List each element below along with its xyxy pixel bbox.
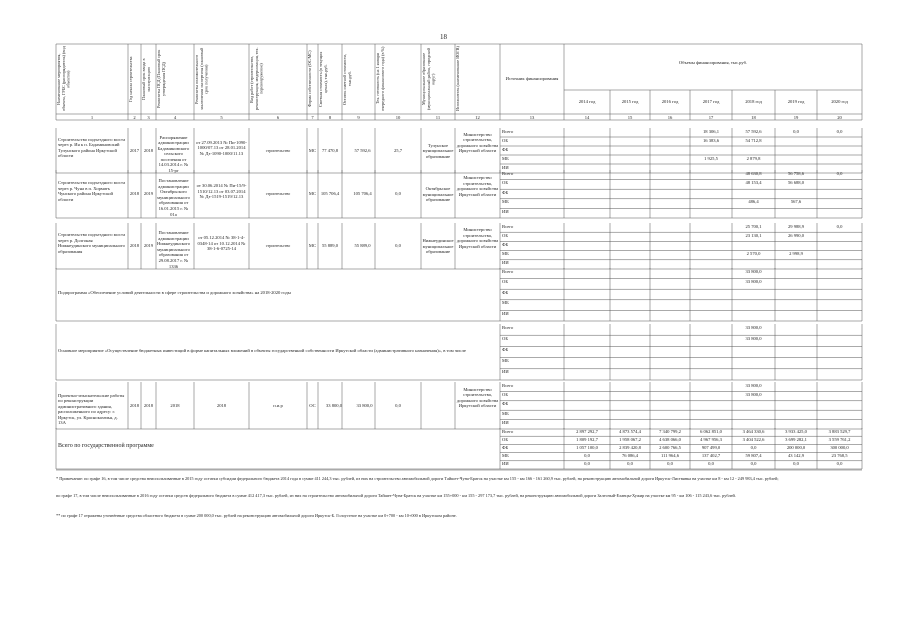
source-label: Всего [502, 223, 514, 229]
subprogram-name: Подпрограмма «Обеспечение условий деятельности в сфере строительства и дорожного хозяйства» на 2018-2020 годы [58, 290, 291, 296]
value-cell: 76 086,4 [621, 453, 639, 459]
value-cell: 48 630,8 [745, 170, 762, 176]
source-label: МБ [502, 358, 509, 364]
value-cell: 4 638 066,0 [659, 436, 681, 442]
value-cell: 26 990,0 [787, 232, 805, 238]
header-cell: Наименование мероприятия, объекта, ГРБС (распорядитель) (вид объектов) [56, 46, 71, 112]
value-cell: 0,0 [584, 461, 590, 467]
source-label: ИИ [502, 260, 509, 266]
column-number: 10 [395, 114, 401, 120]
executor: Министерство строительства, дорожного хозяйства Иркутской области [456, 131, 499, 154]
main-event-name: Основное мероприятие «Осуществление бюджетных инвестиций в форме капитальных вложений в объекты государственной собственности Иркутской области (административного назначения)», в том числе [58, 347, 466, 353]
header-cell: Муниципальное образование (муниципальный район, городской округ) [421, 47, 436, 111]
readiness: 0,0 [395, 243, 401, 248]
total-name: Всего по государственной программе [58, 443, 154, 450]
remaining-cost: 33 800,0 [356, 402, 373, 408]
source-label: МБ [502, 300, 509, 306]
readiness: 0,0 [395, 402, 401, 408]
source-label: ФБ [502, 189, 509, 195]
column-number: 5 [220, 114, 223, 120]
year-header: 2015 год [621, 99, 639, 104]
value-cell: 0,0 [750, 461, 757, 467]
value-cell: 23 130,1 [745, 232, 762, 238]
remaining-cost: 55 889,0 [354, 243, 371, 248]
work-type: строительство [265, 243, 291, 248]
psd-details: Распоряжение администрации Бадаминовского сельского поселения от 14.03.2014 г. № 15-рг [157, 134, 190, 174]
start-year: 2018 [129, 402, 140, 408]
readiness: 0,0 [395, 191, 401, 196]
value-cell: 4 967 956,3 [700, 436, 722, 442]
header-cell: Реквизиты ПСД (Плановый срок утверждения ПСД) [156, 49, 166, 109]
end-year: 2018 [143, 147, 154, 153]
municipality: Нижнеудинское муниципальное образование [422, 238, 454, 255]
year-header: 2014 год [578, 99, 596, 104]
source-label: ФБ [502, 146, 509, 152]
column-number: 7 [311, 114, 314, 120]
municipality: Октябрьское муниципальное образование [422, 186, 454, 203]
source-label: МБ [502, 453, 509, 459]
value-cell: 23 768,5 [831, 453, 848, 459]
value-cell: 907 499,0 [701, 444, 721, 450]
value-cell: 3 404 522,6 [742, 436, 765, 442]
end-year: 2019 [143, 243, 154, 248]
value-cell: 33 800,0 [745, 382, 762, 388]
value-cell: 200 000,0 [786, 444, 806, 450]
column-number: 12 [475, 114, 480, 120]
source-label: ОБ [502, 180, 508, 186]
value-cell: 2 897 292,7 [576, 428, 598, 434]
footnote-1: * Примечание: по графе 16, в том числе средства неиспользованные в 2015 году остатки субсидии федерального бюджета 2014 года в сумме 411 244,3 тыс. рублей, из них на строительство автомобильной дороги Тайшет-Чуна-Братск на участке км 155 - км 166 - 161 260,9 тыс. рублей, на реконструкцию автомобильной дороги Иркутск-Листвянка на участке км 8 - км 12 - 249 983,4 тыс. рублей; [56, 476, 779, 481]
expertise-details: от 30.06.2014 № Пи-15/9-1510/12.13 от 03.07.2014 № Дз-1519-1519/12.13 [196, 183, 247, 200]
remaining-cost: 105 706,4 [353, 191, 372, 196]
column-number: 18 [751, 114, 756, 120]
psd-details: 2018 [170, 402, 180, 408]
footnote-3: ** по графе 17 отражены уточнённые средства областного бюджета в сумме 200 000,0 тыс. рублей на реконструкцию автомобильной дороги Иркутск-Б. Голоустное на участке км 0+700 - км 10+000 в Иркутском районе. [56, 513, 457, 518]
page-number: 18 [440, 33, 447, 41]
column-number: 15 [627, 114, 633, 120]
value-cell: 0,0 [836, 461, 843, 467]
value-cell: 33 800,0 [745, 391, 762, 397]
column-number: 4 [173, 114, 177, 120]
object-name: Строительство подъездного моста через р. Долгоная Нижнеудинского муниципального образования [58, 232, 126, 254]
column-number: 17 [708, 114, 714, 120]
value-cell: 2 570,0 [746, 251, 761, 257]
value-cell: 0,0 [750, 444, 757, 450]
value-cell: 3 559 761,2 [828, 436, 851, 442]
year-header: 2016 год [661, 99, 679, 104]
value-cell: 1 809 192,7 [576, 436, 598, 442]
value-cell: 567,6 [790, 199, 802, 205]
column-number: 2 [133, 114, 136, 120]
source-label: ИИ [502, 420, 509, 426]
value-cell: 43 142,9 [787, 453, 805, 459]
value-cell: 48 153,4 [745, 180, 762, 186]
value-cell: 2 998,9 [789, 251, 803, 257]
ownership: МС [308, 147, 317, 153]
value-cell: 7 340 799,2 [659, 428, 681, 434]
column-number: 8 [328, 114, 332, 120]
column-number: 16 [667, 114, 673, 120]
source-label: МБ [502, 251, 509, 257]
source-label: ОБ [502, 335, 508, 341]
column-number: 3 [147, 114, 150, 120]
value-cell: 2 600 766,5 [659, 444, 681, 450]
value-cell: 57 592,6 [745, 128, 762, 134]
source-label: ОБ [502, 232, 508, 238]
header-cell: Реквизиты положительного заключения экспертизы (плановый срок получения) [194, 47, 209, 111]
value-cell: 3 933 425,0 [785, 428, 807, 434]
header-cell: Сметная стоимость (в текущих ценах), тыс.руб. [318, 51, 328, 107]
value-cell: 0,0 [667, 461, 673, 467]
expertise-details: от 27.09.2013 № Пи-1090-1000/07.13 от 28.01.2014 № Дз-1090-1000/11.13 [196, 139, 247, 156]
source-label: ИИ [502, 310, 509, 316]
value-cell: 2 879,8 [746, 155, 761, 161]
source-label: ИИ [502, 369, 509, 375]
start-year: 2017 [129, 147, 140, 153]
header-cell: Объемы финансирования, тыс.руб. [678, 60, 748, 65]
executor: Министерство строительства, дорожного хозяйства Иркутской области [456, 175, 499, 197]
estimated-cost: 105 706,4 [320, 191, 340, 196]
source-label: Всего [502, 170, 514, 176]
value-cell: 0,0 [793, 461, 799, 467]
executor: Министерство строительства, дорожного хозяйства Иркутской области [456, 227, 499, 249]
value-cell: 18 306,1 [702, 128, 720, 134]
source-label: ФБ [502, 346, 509, 352]
value-cell: 2 839 420,8 [619, 444, 641, 450]
start-year: 2018 [129, 243, 140, 248]
year-header: 2020 год [831, 99, 848, 104]
source-label: Всего [502, 382, 514, 388]
column-number: 1 [90, 114, 94, 120]
value-cell: 56 758,6 [787, 170, 805, 176]
year-header: 2018 год [745, 99, 762, 104]
source-label: ОБ [502, 279, 508, 285]
column-number: 19 [793, 114, 799, 120]
header-cell: Тех. готовность (на 1 января очередного финансового года) (в %) [375, 46, 385, 112]
psd-details: Постановление администрации Октябрьского муниципального образования от 16.01.2015 г. № 01а [157, 178, 190, 217]
source-label: ОБ [502, 391, 508, 397]
source-label: ФБ [502, 289, 509, 295]
source-label: Всего [502, 268, 514, 274]
source-label: МБ [502, 155, 509, 161]
end-year: 2018 [143, 402, 154, 408]
source-label: МБ [502, 410, 509, 416]
work-type: строительство [265, 147, 291, 153]
source-label: ФБ [502, 444, 509, 450]
year-header: 2019 год [787, 99, 805, 104]
value-cell: 0,0 [584, 453, 590, 459]
footnote-2: по графе 17, в том числе неиспользованные в 2016 году остатки средств федерального бюджета в сумме 412 417,3 тыс. рублей, из них на строительство автомобильной дороги Тайшет-Чуна-Братск на участке км 155+000 - км 155 - 297 173,7 тыс. рублей, на реконструкцию автомобильной дороги Залесный-Еланцы-Хужир на участке км 95 - км 106 - 115 243,6 тыс. рублей. [56, 493, 736, 498]
column-number: 11 [435, 114, 441, 120]
work-type: строительство [265, 191, 291, 196]
value-cell: 0,0 [836, 170, 843, 176]
year-header: 2017 год [702, 99, 720, 104]
header-cell: Вид работ (строительство, реконструкция, модернизация, тех. перевооружение) [249, 47, 264, 111]
expertise-details: от 05.12.2014 № 38-1-4-0348-14 от 10.12.2014 № 38-1-6-0725-14 [197, 235, 246, 252]
value-cell: 0,0 [793, 128, 799, 134]
ownership: ОС [309, 402, 316, 408]
source-label: ОБ [502, 137, 508, 143]
municipality: Тулунское муниципальное образование [422, 142, 454, 159]
start-year: 2018 [129, 191, 140, 196]
end-year: 2019 [143, 191, 154, 196]
column-number: 14 [584, 114, 590, 120]
estimated-cost: 77 470,8 [321, 147, 339, 153]
source-label: ИИ [502, 164, 509, 170]
object-name: Проектно-изыскательские работы по реконструкции административного здания, расположенного по адресу: г. Иркутск, ул. Красноказачья, д. 13А [58, 392, 125, 426]
source-label: МБ [502, 199, 509, 205]
object-name: Строительство подъездного моста через р. Ия к п. Бадаминовский Тулунского района Иркутской области [58, 136, 126, 159]
source-label: ОБ [502, 436, 508, 442]
value-cell: 486,4 [748, 199, 759, 205]
source-label: ИИ [502, 461, 509, 467]
value-cell: 29 988,9 [787, 223, 805, 229]
source-label: ФБ [502, 241, 509, 247]
value-cell: 3 699 282,1 [785, 436, 807, 442]
value-cell: 33 800,0 [745, 324, 762, 330]
value-cell: 33 800,0 [745, 268, 762, 274]
header-cell: Источник финансирования [505, 76, 559, 81]
remaining-cost: 57 592,6 [354, 147, 371, 153]
value-cell: 16 383,6 [702, 137, 720, 143]
value-cell: 1 057 100,0 [576, 444, 598, 450]
value-cell: 1 925,5 [704, 155, 718, 161]
header-cell: Год начала строительства [128, 56, 133, 102]
object-name: Строительство подъездного моста через р. Чуна в п. Хорматъ Чунского района Иркутской области [58, 180, 126, 202]
value-cell: 0,0 [627, 461, 633, 467]
estimated-cost: 33 800,0 [325, 402, 343, 408]
value-cell: 4 873 574,4 [619, 428, 641, 434]
psd-details: Постановление администрации Нижнеудинского муниципального образования от 29.08.2017 г. № 1336 [157, 230, 190, 269]
value-cell: 3 883 529,7 [828, 428, 851, 434]
source-label: ИИ [502, 208, 509, 214]
value-cell: 33 800,0 [745, 279, 762, 285]
value-cell: 59 807,4 [745, 453, 762, 459]
source-label: Всего [502, 324, 514, 330]
value-cell: 3 464 330,6 [742, 428, 765, 434]
executor: Министерство строительства, дорожного хозяйства Иркутской области [456, 386, 499, 409]
source-label: ФБ [502, 401, 509, 407]
column-number: 6 [276, 114, 280, 120]
value-cell: 54 712,8 [745, 137, 762, 143]
source-label: Всего [502, 128, 514, 134]
ownership: МС [308, 243, 317, 248]
value-cell: 56 688,0 [787, 180, 805, 186]
estimated-cost: 55 889,0 [321, 243, 339, 248]
header-cell: Плановый срок ввода в эксплуатацию [141, 58, 151, 100]
column-number: 20 [837, 114, 842, 120]
value-cell: 1 958 067,2 [619, 436, 641, 442]
expertise-details: 2018 [216, 402, 227, 408]
value-cell: 111 964,6 [660, 453, 680, 459]
header-cell: Исполнитель (наименование ИОГВ) [455, 46, 460, 112]
value-cell: 300 000,0 [830, 444, 849, 450]
header-cell: Остаток сметной стоимости, тыс.руб. [342, 53, 352, 105]
value-cell: 0,0 [708, 461, 714, 467]
value-cell: 25 700,1 [745, 223, 762, 229]
value-cell: 137 402,7 [701, 453, 721, 459]
readiness: 25,7 [393, 147, 403, 153]
source-label: Всего [502, 428, 514, 434]
ownership: МС [308, 191, 317, 196]
value-cell: 0,0 [836, 223, 843, 229]
value-cell: 6 062 851,0 [700, 428, 722, 434]
column-number: 9 [357, 114, 360, 120]
work-type: п.и.р [273, 402, 283, 408]
value-cell: 33 800,0 [745, 335, 762, 341]
header-cell: Форма собственности (ОС/МС) [307, 50, 312, 108]
value-cell: 0,0 [836, 128, 843, 134]
column-number: 13 [529, 114, 535, 120]
